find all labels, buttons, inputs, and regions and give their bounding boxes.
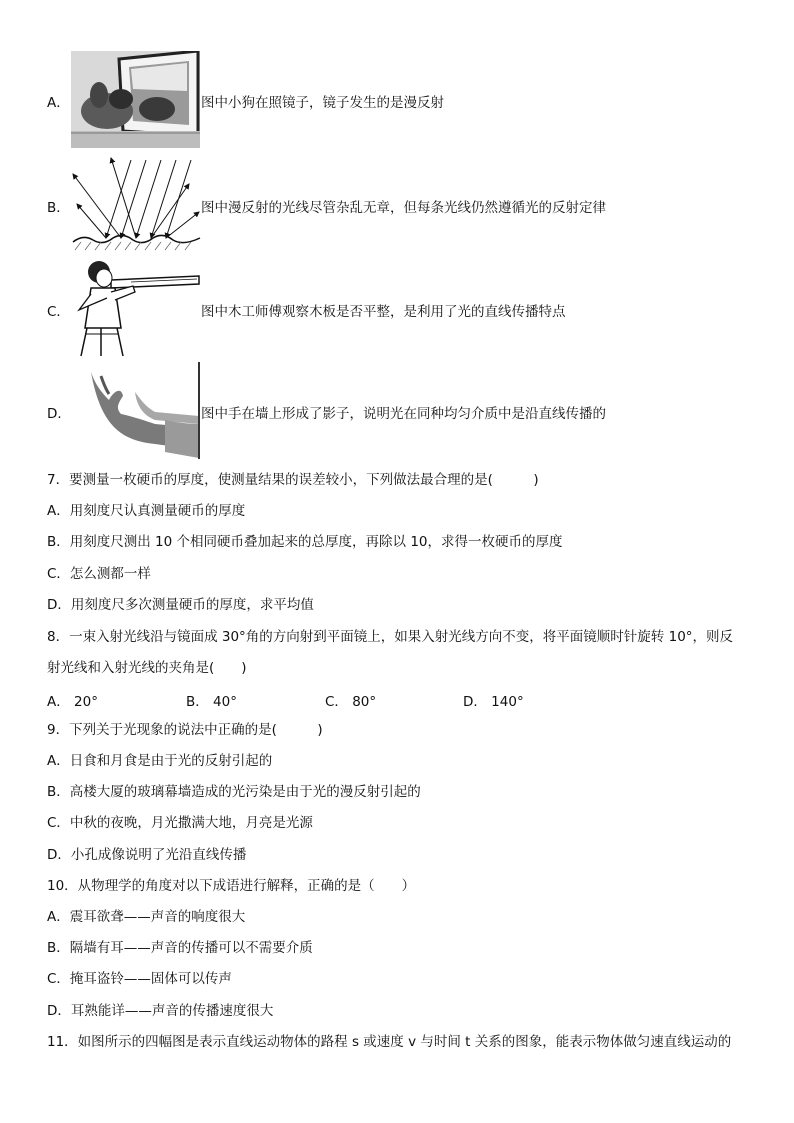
option-letter: A．: [47, 95, 70, 111]
q8-option-b[interactable]: B． 40°: [186, 694, 237, 710]
q7-stem: 7．要测量一枚硬币的厚度，使测量结果的误差较小，下列做法最合理的是( ): [47, 472, 539, 488]
option-letter: D．: [47, 406, 71, 422]
q8-option-a[interactable]: A． 20°: [47, 694, 98, 710]
q10-stem: 10．从物理学的角度对以下成语进行解释，正确的是（ ）: [47, 878, 416, 894]
q7-option-b[interactable]: B．用刻度尺测出 10 个相同硬币叠加起来的总厚度，再除以 10，求得一枚硬币的厚度: [47, 534, 563, 550]
q8-stem-cont: 射光线和入射光线的夹角是( ): [47, 660, 247, 676]
q8-option-c[interactable]: C． 80°: [325, 694, 377, 710]
q10-option-c[interactable]: C．掩耳盗铃——固体可以传声: [47, 971, 232, 987]
q6-option-a[interactable]: [47, 51, 747, 149]
q10-option-d[interactable]: D．耳熟能详——声音的传播速度很大: [47, 1003, 274, 1019]
option-letter: C．: [47, 304, 70, 320]
option-text: 图中漫反射的光线尽管杂乱无章，但每条光线仍然遵循光的反射定律: [201, 200, 606, 216]
q10-option-a[interactable]: A．震耳欲聋——声音的响度很大: [47, 909, 246, 925]
option-text: 图中小狗在照镜子，镜子发生的是漫反射: [201, 95, 444, 111]
carpenter-board-image: [71, 258, 201, 356]
dog-mirror-image: [71, 51, 200, 148]
q8-stem: 8．一束入射光线沿与镜面成 30°角的方向射到平面镜上，如果入射光线方向不变，将平面镜顺时针旋转 10°，则反: [47, 629, 734, 645]
option-letter: B．: [47, 200, 70, 216]
q7-option-d[interactable]: D．用刻度尺多次测量硬币的厚度，求平均值: [47, 597, 314, 613]
q9-option-c[interactable]: C．中秋的夜晚，月光撒满大地，月亮是光源: [47, 815, 313, 831]
q8-option-d[interactable]: D． 140°: [463, 694, 524, 710]
hand-shadow-image: [71, 362, 201, 459]
option-text: 图中木工师傅观察木板是否平整，是利用了光的直线传播特点: [201, 304, 566, 320]
q9-option-a[interactable]: A．日食和月食是由于光的反射引起的: [47, 753, 273, 769]
q9-stem: 9．下列关于光现象的说法中正确的是( ): [47, 722, 323, 738]
q9-option-b[interactable]: B．高楼大厦的玻璃幕墙造成的光污染是由于光的漫反射引起的: [47, 784, 421, 800]
q9-option-d[interactable]: D．小孔成像说明了光沿直线传播: [47, 847, 247, 863]
option-text: 图中手在墙上形成了影子，说明光在同种均匀介质中是沿直线传播的: [201, 406, 606, 422]
q7-option-a[interactable]: A．用刻度尺认真测量硬币的厚度: [47, 503, 246, 519]
q10-option-b[interactable]: B．隔墙有耳——声音的传播可以不需要介质: [47, 940, 313, 956]
q6-option-d[interactable]: [47, 362, 747, 460]
q7-option-c[interactable]: C．怎么测都一样: [47, 566, 151, 582]
q11-stem: 11．如图所示的四幅图是表示直线运动物体的路程 s 或速度 v 与时间 t 关系的图象，能表示物体做匀速直线运动的: [47, 1034, 732, 1050]
q6-option-c[interactable]: [47, 258, 747, 356]
q6-option-b[interactable]: [47, 154, 747, 252]
diffuse-reflection-diagram: [71, 154, 202, 252]
